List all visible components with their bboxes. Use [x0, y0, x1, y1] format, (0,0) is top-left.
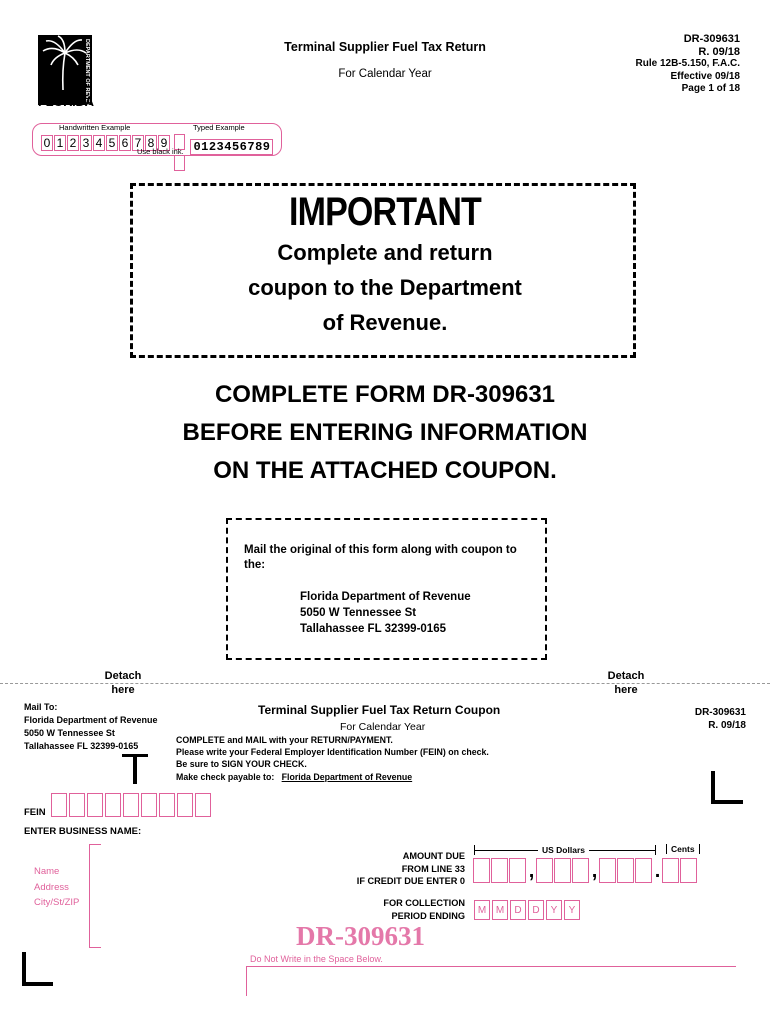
complete-line-2: BEFORE ENTERING INFORMATION [182, 419, 588, 446]
page-number: Page 1 of 18 [681, 83, 740, 94]
dor-vertical-label: DEPARTMENT OF REVENUE [84, 39, 90, 115]
mail-address-line-3: Tallahassee FL 32399-0165 [300, 623, 446, 635]
fein-digit-box[interactable] [195, 793, 211, 817]
form-title: Terminal Supplier Fuel Tax Return [284, 40, 486, 54]
typed-example-box-right [174, 155, 185, 171]
period-digit-box[interactable]: D [528, 900, 544, 920]
form-meta [636, 33, 740, 96]
thousands-separator: , [591, 860, 598, 882]
ink-note: Use black ink. [137, 147, 184, 156]
amount-digit-box[interactable] [473, 858, 490, 883]
no-write-area [246, 966, 736, 996]
period-digit-box[interactable]: D [510, 900, 526, 920]
important-text [0, 235, 770, 340]
instruction-3: Be sure to SIGN YOUR CHECK. [176, 759, 307, 770]
amount-line-2: FROM LINE 33 [401, 863, 465, 874]
coupon-instructions [176, 734, 489, 783]
fein-label: FEIN [24, 807, 46, 818]
detach-right-line-2: here [614, 684, 638, 696]
coupon-form-number: DR-309631 [694, 707, 746, 718]
logo-state-name: FLORIDA [38, 94, 94, 109]
handwritten-digit: 7 [132, 135, 144, 151]
mail-instructions-box [226, 518, 547, 660]
period-ending-label [300, 897, 465, 923]
handwritten-example-label: Handwritten Example [59, 123, 131, 132]
handwritten-digit: 3 [80, 135, 92, 151]
payable-label: Make check payable to: [176, 771, 275, 782]
period-line-1: FOR COLLECTION [383, 898, 465, 908]
coupon-subtitle: For Calendar Year [340, 721, 426, 733]
amount-digit-box[interactable] [635, 858, 652, 883]
mail-to-line-2: 5050 W Tennessee St [24, 728, 115, 738]
us-dollars-tick-left [474, 845, 475, 855]
complete-form-notice [0, 376, 770, 490]
amount-digit-box[interactable] [509, 858, 526, 883]
mail-to-line-3: Tallahassee FL 32399-0165 [24, 741, 139, 751]
cents-digit-box[interactable] [680, 858, 697, 883]
thousands-separator: , [528, 860, 535, 882]
amount-due-label [300, 850, 465, 888]
period-ending-input[interactable] [474, 900, 582, 920]
detach-right-line-1: Detach [607, 670, 645, 682]
corner-mark-right [711, 771, 743, 804]
coupon-revision: R. 09/18 [708, 720, 746, 731]
handwritten-digit: 6 [119, 135, 131, 151]
form-number: DR-309631 [683, 33, 740, 45]
fein-input[interactable] [51, 793, 213, 817]
period-line-2: PERIOD ENDING [391, 911, 465, 921]
corner-mark-left [22, 952, 53, 986]
name-label: Name [34, 866, 60, 877]
form-revision: R. 09/18 [698, 45, 740, 58]
amount-digit-box[interactable] [554, 858, 571, 883]
cents-digit-box[interactable] [662, 858, 679, 883]
handwritten-digit: 2 [67, 135, 79, 151]
period-digit-box[interactable]: Y [546, 900, 562, 920]
period-digit-box[interactable]: Y [564, 900, 580, 920]
amount-digit-box[interactable] [491, 858, 508, 883]
fein-digit-box[interactable] [87, 793, 103, 817]
important-line-2: coupon to the Department [248, 275, 522, 300]
mail-address-line-2: 5050 W Tennessee St [300, 607, 417, 619]
amount-input[interactable] [473, 858, 698, 884]
form-effective: Effective 09/18 [670, 70, 740, 82]
handwritten-digit: 9 [158, 135, 170, 151]
payable-to: Florida Department of Revenue [281, 771, 413, 782]
amount-digit-box[interactable] [599, 858, 616, 883]
handwritten-digit: 8 [145, 135, 157, 151]
instruction-2: Please write your Federal Employer Identification Number (FEIN) on check. [176, 747, 489, 758]
mail-instruction: Mail the original of this form along with coupon to the: [244, 544, 517, 571]
handwritten-digit: 4 [93, 135, 105, 151]
handwritten-digit: 0 [41, 135, 53, 151]
fein-digit-box[interactable] [105, 793, 121, 817]
amount-digit-box[interactable] [617, 858, 634, 883]
complete-line-3: ON THE ATTACHED COUPON. [213, 457, 557, 484]
coupon-form-meta [695, 706, 746, 732]
important-line-3: of Revenue. [322, 310, 448, 335]
important-line-1: Complete and return [277, 240, 493, 265]
watermark-form-number: DR-309631 [296, 921, 425, 951]
cut-line [0, 683, 770, 684]
amount-digit-box[interactable] [536, 858, 553, 883]
complete-line-1: COMPLETE FORM DR-309631 [214, 381, 556, 408]
coupon-mail-to [24, 701, 158, 753]
amount-digit-box[interactable] [572, 858, 589, 883]
handwritten-digit: 5 [106, 135, 118, 151]
form-subtitle: For Calendar Year [338, 68, 432, 80]
city-label: City/St/ZIP [34, 897, 80, 908]
payable-row [176, 771, 489, 783]
amount-line-1: AMOUNT DUE [402, 851, 465, 861]
mail-to-label: Mail To: [24, 702, 58, 712]
period-digit-box[interactable]: M [474, 900, 490, 920]
typed-example-label: Typed Example [193, 123, 245, 132]
address-label: Address [34, 881, 69, 893]
mail-address-line-1: Florida Department of Revenue [300, 591, 471, 603]
cents-label: Cents [666, 844, 700, 854]
fein-digit-box[interactable] [69, 793, 85, 817]
instruction-1: COMPLETE and MAIL with your RETURN/PAYMENT. [176, 735, 393, 745]
us-dollars-label: US Dollars [538, 844, 589, 856]
coupon-title: Terminal Supplier Fuel Tax Return Coupon [258, 703, 501, 717]
mail-address [300, 589, 471, 637]
typed-digits: 0123456789 [190, 139, 273, 155]
handwritten-digit: 1 [54, 135, 66, 151]
no-write-notice: Do Not Write in the Space Below. [250, 954, 383, 964]
decimal-point: . [654, 860, 661, 882]
name-address-bracket[interactable] [89, 844, 101, 948]
detach-left-line-2: here [111, 684, 135, 696]
important-heading: IMPORTANT [289, 190, 481, 234]
period-digit-box[interactable]: M [492, 900, 508, 920]
business-name-label: ENTER BUSINESS NAME: [24, 826, 142, 837]
fein-digit-box[interactable] [123, 793, 139, 817]
name-address-labels [34, 864, 79, 911]
mail-to-line-1: Florida Department of Revenue [24, 715, 158, 725]
fein-digit-box[interactable] [177, 793, 193, 817]
us-dollars-tick-right [655, 845, 656, 855]
detach-left-line-1: Detach [104, 670, 142, 682]
digit-example-box [32, 123, 282, 156]
fein-digit-box[interactable] [141, 793, 157, 817]
fein-digit-box[interactable] [159, 793, 175, 817]
form-rule: Rule 12B-5.150, F.A.C. [635, 58, 740, 69]
typed-digit-group [174, 134, 281, 176]
t-mark-stem [133, 754, 137, 784]
amount-line-3: IF CREDIT DUE ENTER 0 [356, 876, 465, 886]
fein-digit-box[interactable] [51, 793, 67, 817]
